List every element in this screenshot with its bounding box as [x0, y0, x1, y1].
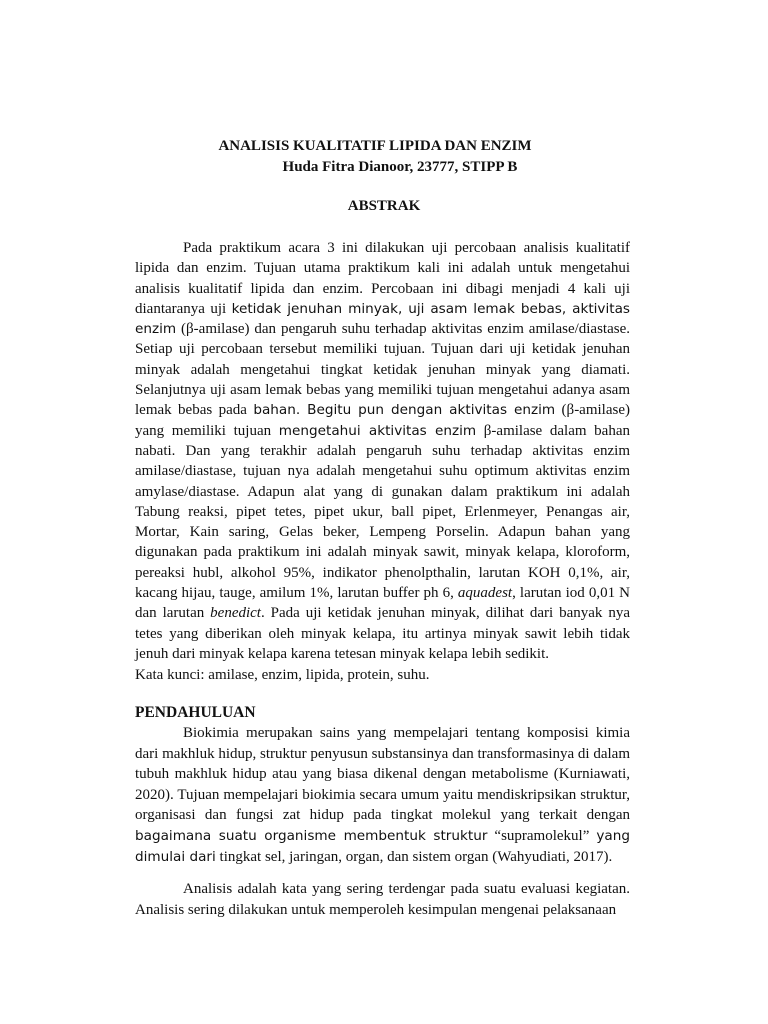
abstract-text: . Pada uji ketidak jenuhan minyak, dilihat dari banyak nya tetes yang diberikan oleh minyak kelapa, itu artinya minyak sawit lebih tidak jenuh dari minyak kelapa karena tetesan minyak kelapa lebih sedikit. — [135, 605, 630, 662]
intro-paragraph — [135, 723, 630, 867]
intro-body — [135, 723, 630, 932]
intro-text: bagaimana suatu organisme membentuk struktur — [135, 827, 488, 844]
document-title: ANALISIS KUALITATIF LIPIDA DAN ENZIM — [218, 138, 532, 154]
abstract-text: bahan. Begitu pun dengan aktivitas enzim — [253, 402, 556, 419]
abstract-text: Pada praktikum acara 3 ini dilakukan uji percobaan analisis kualitatif lipida dan enzim. Tujuan utama praktikum kali ini adalah untuk mengetahui analisis kualitatif lipida dan enzim. Percobaan ini dibagi menjadi 4 kali uji diantaranya uji — [135, 240, 630, 317]
intro-text: “supramolekul” — [487, 827, 597, 844]
intro-paragraph: Analisis adalah kata yang sering terdengar pada suatu evaluasi kegiatan. Analisis sering dilakukan untuk memperoleh kesimpulan mengenai pelaksanaan — [135, 881, 630, 918]
abstract-heading: ABSTRAK — [347, 198, 421, 214]
abstract-text: mengetahui aktivitas enzim — [278, 422, 477, 439]
abstract-text: , larutan iod 0,01 N dan larutan — [135, 585, 630, 622]
author-line: Huda Fitra Dianoor, 23777, STIPP B — [282, 159, 518, 175]
intro-heading: PENDAHULUAN — [135, 704, 256, 721]
intro-text: yang dimulai dari — [135, 827, 630, 865]
abstract-text: (β-amilase) yang memiliki tujuan — [135, 402, 630, 439]
abstract-paragraph — [135, 238, 630, 664]
abstract-body — [135, 238, 630, 664]
keywords-line: Kata kunci: amilase, enzim, lipida, protein, suhu. — [135, 667, 430, 683]
abstract-italic-term: aquadest — [457, 585, 513, 602]
intro-text: Biokimia merupakan sains yang mempelajari tentang komposisi kimia dari makhluk hidup, struktur penyusun substansinya dan transformasinya di dalam tubuh makhluk hidup atau yang biasa dikenal dengan metabolisme (Kurniawati, 2020). Tujuan mempelajari biokimia secara umum yaitu mendiskripsikan struktur, organisasi dan fungsi zat hidup pada tingkat molekul yang terkait dengan — [135, 725, 630, 824]
intro-text: tingkat sel, jaringan, organ, dan sistem organ (Wahyudiati, 2017). — [215, 848, 613, 865]
abstract-text: (β-amilase) dan pengaruh suhu terhadap aktivitas enzim amilase/diastase. Setiap uji percobaan tersebut memiliki tujuan. Tujuan dari uji ketidak jenuhan minyak adalah mengetahui tingkat ketidak jenuhan minyak yang diamati. Selanjutnya uji asam lemak bebas yang memiliki tujuan mengetahui adanya asam lemak bebas pada — [135, 321, 630, 419]
abstract-text: ketidak jenuhan minyak, uji asam lemak bebas, aktivitas enzim — [135, 300, 630, 338]
abstract-italic-term: benedict — [210, 605, 261, 622]
abstract-text: β-amilase dalam bahan nabati. Dan yang terakhir adalah pengaruh suhu terhadap aktivitas enzim amilase/diastase, tujuan nya adalah mengetahui suhu optimum aktivitas enzim amylase/diastase. Adapun alat yang di gunakan dalam praktikum ini adalah Tabung reaksi, pipet tetes, pipet ukur, ball pipet, Erlenmeyer, Penangas air, Mortar, Kain saring, Gelas beker, Lempeng Porselin. Adapun bahan yang digunakan pada praktikum ini adalah minyak sawit, minyak kelapa, kloroform, pereaksi hubl, alkohol 95%, indikator phenolpthalin, larutan KOH 0,1%, air, kacang hijau, tauge, amilum 1%, larutan buffer ph 6, — [135, 422, 630, 602]
